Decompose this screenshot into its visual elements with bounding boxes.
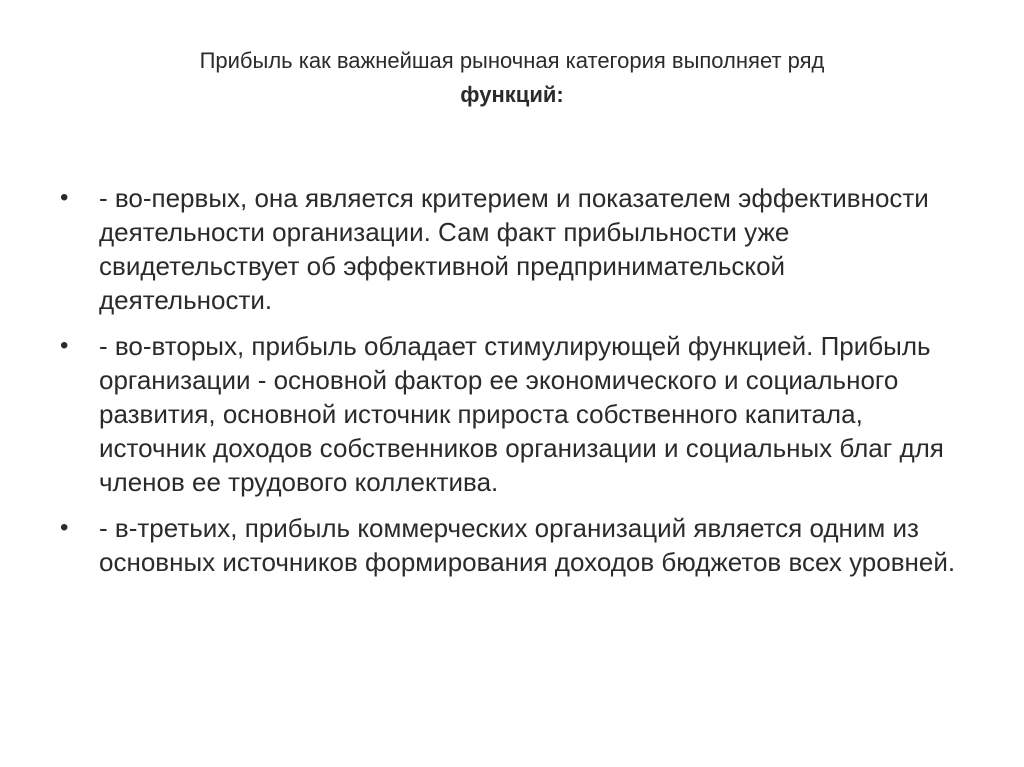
bullet-dot-icon: • [60,184,69,211]
slide-title [80,44,944,112]
bullet-item [60,511,965,579]
bullet-item [60,329,965,499]
bullet-text: - в-третьих, прибыль коммерческих организаций является одним из основных источников формирования доходов бюджетов всех уровней. [99,513,956,577]
bullet-text: - во-вторых, прибыль обладает стимулирующей функцией. Прибыль организации - основной фактор ее экономического и социального развития, основной источник прироста собственного капитала, источник доходов собственников организации и социальных благ для членов ее трудового коллектива. [99,331,944,497]
bullet-item [60,181,965,317]
slide-title-line-2: функций: [460,82,564,107]
bullet-text: - во-первых, она является критерием и показателем эффективности деятельности организации. Сам факт прибыльности уже свидетельствует об эффективной предпринимательской деятельности. [99,183,929,315]
bullet-dot-icon: • [60,514,69,541]
slide-title-line-1: Прибыль как важнейшая рыночная категория выполняет ряд [199,48,825,73]
bullet-list [60,181,965,591]
bullet-dot-icon: • [60,332,69,359]
